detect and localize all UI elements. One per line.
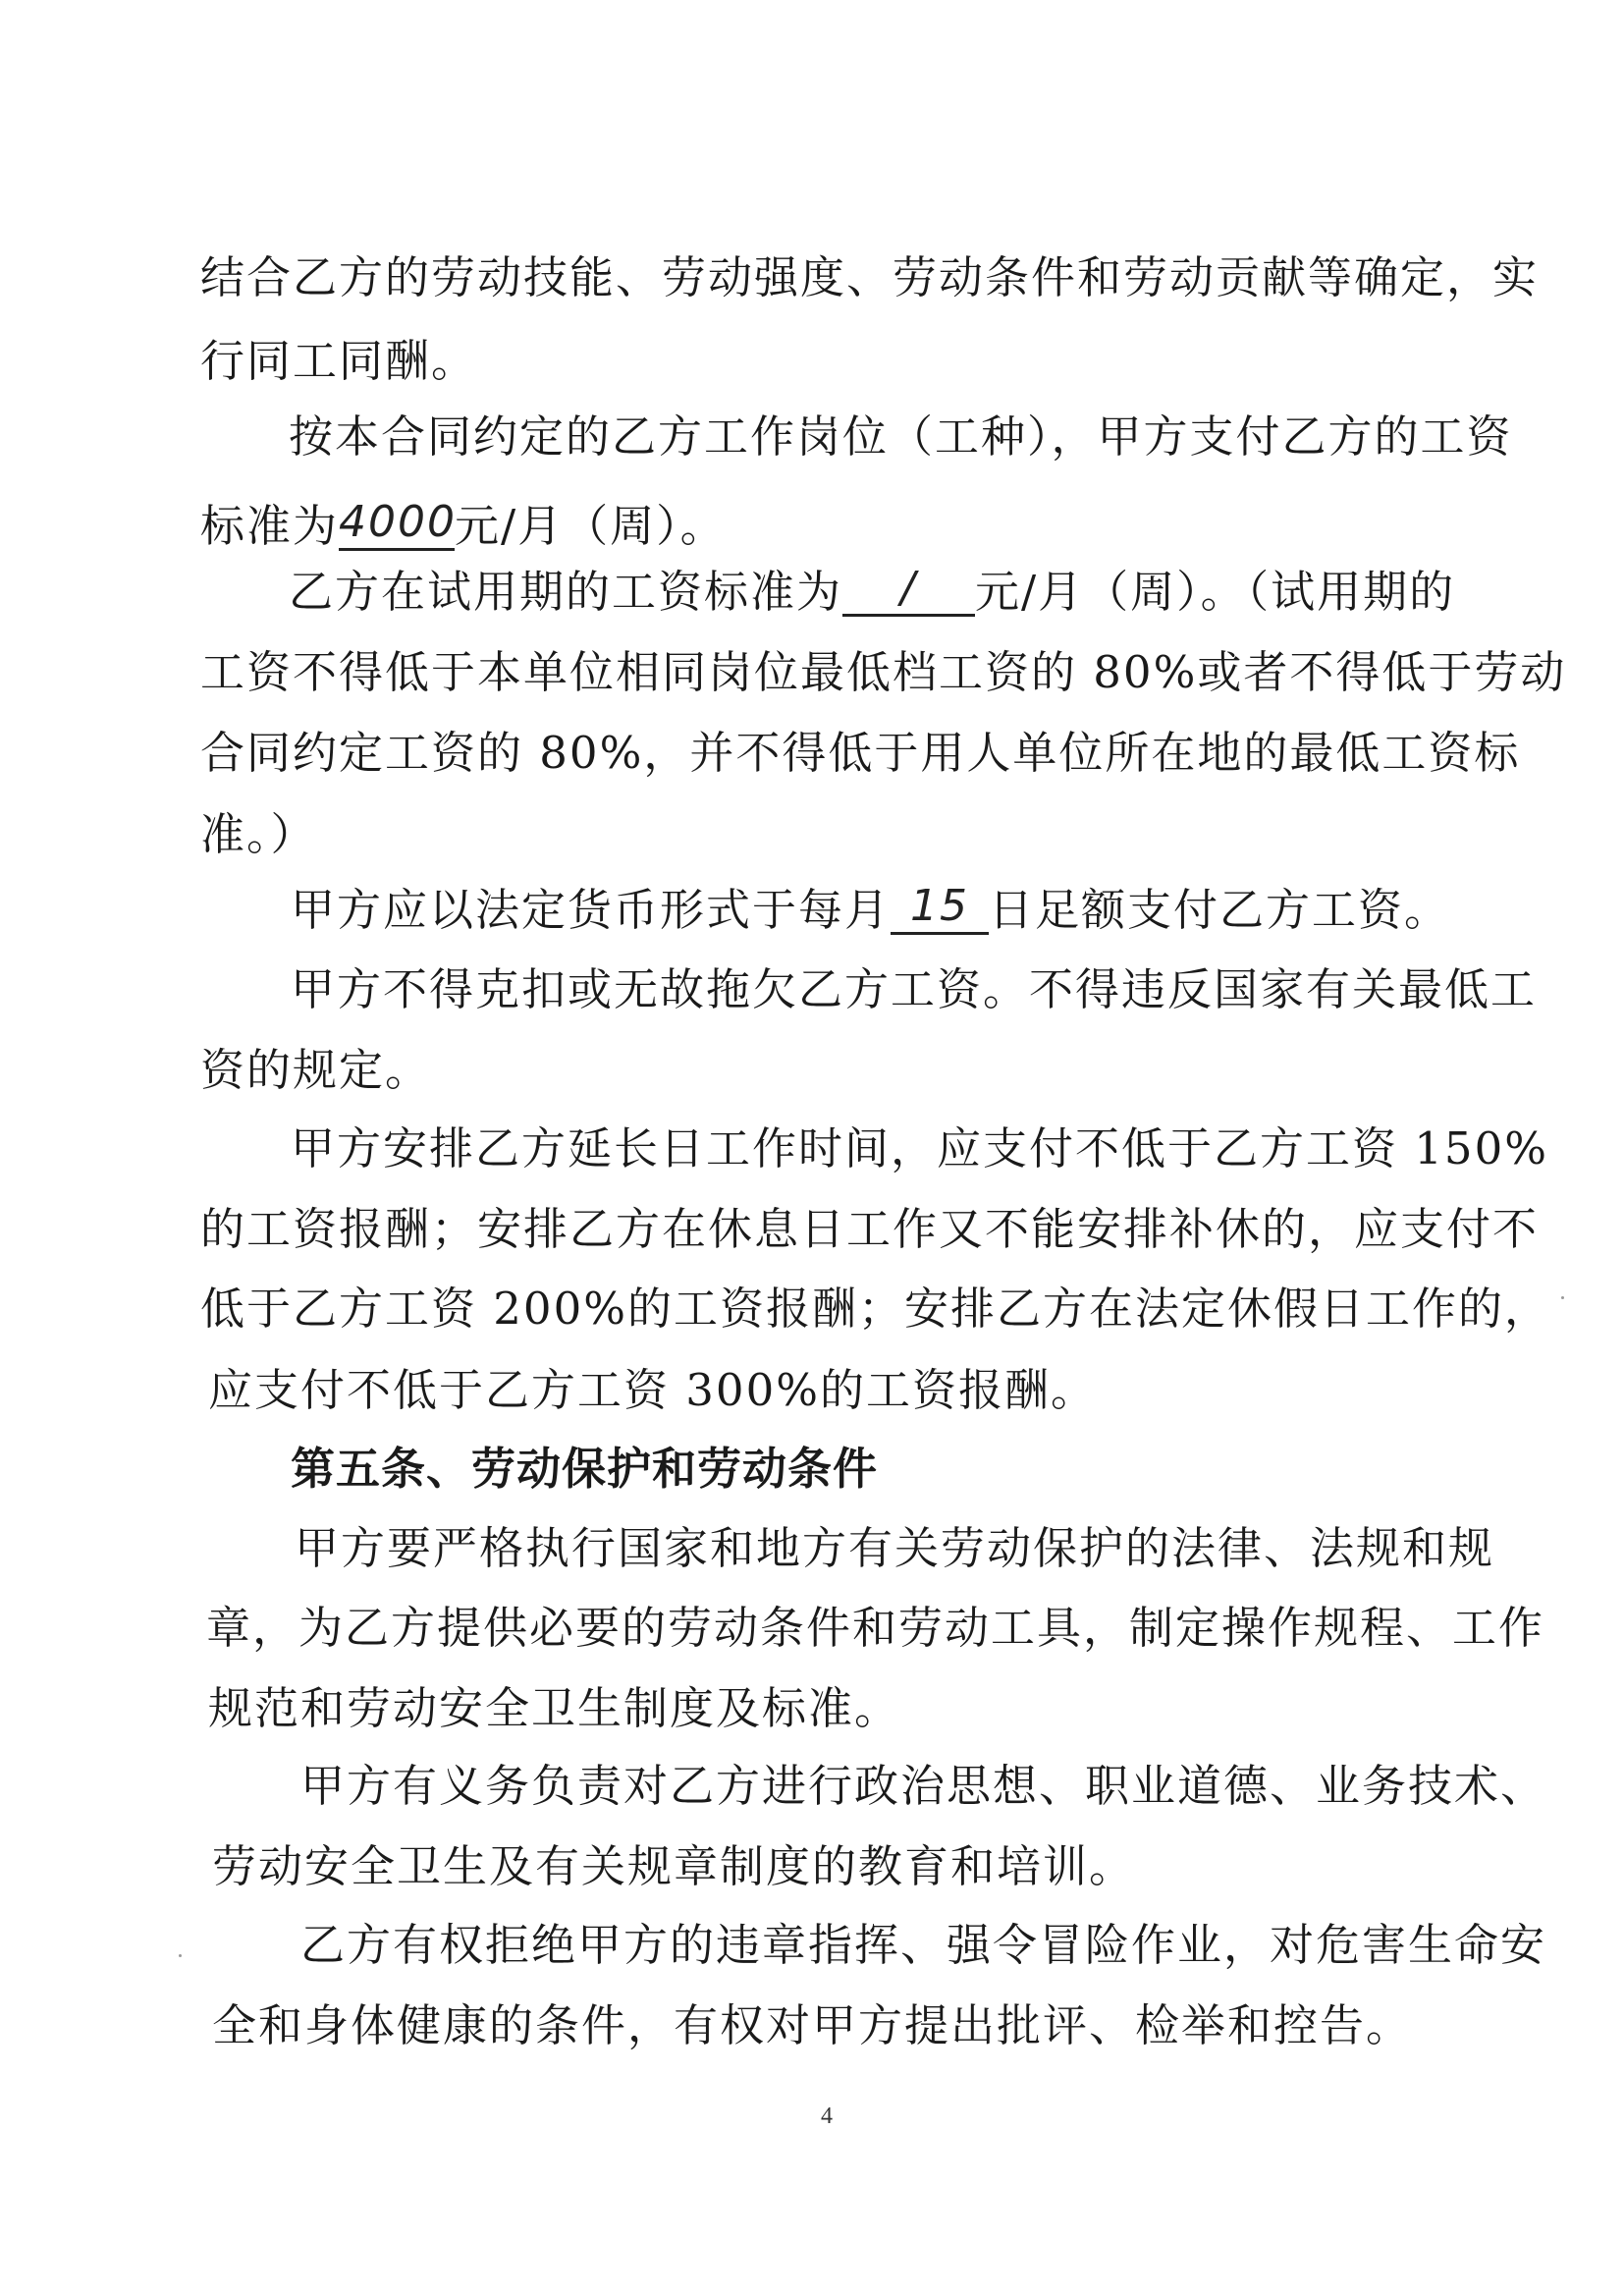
text-line: 工资不得低于本单位相同岗位最低档工资的 80%或者不得低于劳动	[200, 646, 1567, 698]
text-line: 合同约定工资的 80%，并不得低于用人单位所在地的最低工资标	[200, 727, 1521, 779]
text-line: 资的规定。	[200, 1044, 432, 1096]
text-line: 规范和劳动安全卫生制度及标准。	[208, 1682, 901, 1734]
text-line: 劳动安全卫生及有关规章制度的教育和培训。	[212, 1840, 1136, 1892]
text-line: 甲方安排乙方延长日工作时间，应支付不低于乙方工资 150%	[291, 1122, 1548, 1174]
salary-standard-fill: 4000	[339, 497, 455, 551]
text-line: 结合乙方的劳动技能、劳动强度、劳动条件和劳动贡献等确定，实	[200, 251, 1540, 303]
text-line: 低于乙方工资 200%的工资报酬；安排乙方在法定休假日工作的，	[200, 1283, 1550, 1335]
text-fragment: 标准为	[200, 500, 340, 552]
section-heading: 第五条、劳动保护和劳动条件	[291, 1443, 879, 1495]
text-line: 准。）	[200, 808, 317, 860]
text-line: 甲方不得克扣或无故拖欠乙方工资。不得违反国家有关最低工	[291, 963, 1538, 1015]
text-fragment: 日足额支付乙方工资。	[989, 884, 1451, 936]
text-line: 乙方有权拒绝甲方的违章指挥、强令冒险作业，对危害生命安	[300, 1919, 1547, 1971]
text-line: 全和身体健康的条件，有权对甲方提出批评、检举和控告。	[212, 1999, 1413, 2051]
text-line: 章，为乙方提供必要的劳动条件和劳动工具，制定操作规程、工作	[206, 1602, 1545, 1654]
text-line	[289, 563, 1455, 622]
page-number: 4	[821, 2103, 833, 2129]
probation-salary-fill: /	[842, 563, 975, 617]
scan-speck	[1561, 1296, 1564, 1299]
scan-speck	[179, 1954, 182, 1957]
text-fragment: 元/月（周）。	[455, 500, 727, 552]
text-line	[200, 497, 727, 556]
text-line: 行同工同酬。	[200, 335, 478, 387]
text-line: 的工资报酬；安排乙方在休息日工作又不能安排补休的，应支付不	[200, 1203, 1540, 1255]
text-fragment: 甲方应以法定货币形式于每月	[291, 884, 892, 936]
text-fragment: 元/月（周）。（试用期的	[975, 566, 1456, 618]
text-line: 按本合同约定的乙方工作岗位（工种），甲方支付乙方的工资	[289, 410, 1513, 463]
text-fragment: 乙方在试用期的工资标准为	[289, 566, 843, 618]
text-line: 甲方有义务负责对乙方进行政治思想、职业道德、业务技术、	[300, 1760, 1547, 1812]
pay-day-fill: 15	[891, 881, 989, 935]
text-line: 应支付不低于乙方工资 300%的工资报酬。	[208, 1364, 1097, 1416]
text-line	[291, 881, 1450, 940]
text-line: 甲方要严格执行国家和地方有关劳动保护的法律、法规和规	[295, 1522, 1495, 1574]
